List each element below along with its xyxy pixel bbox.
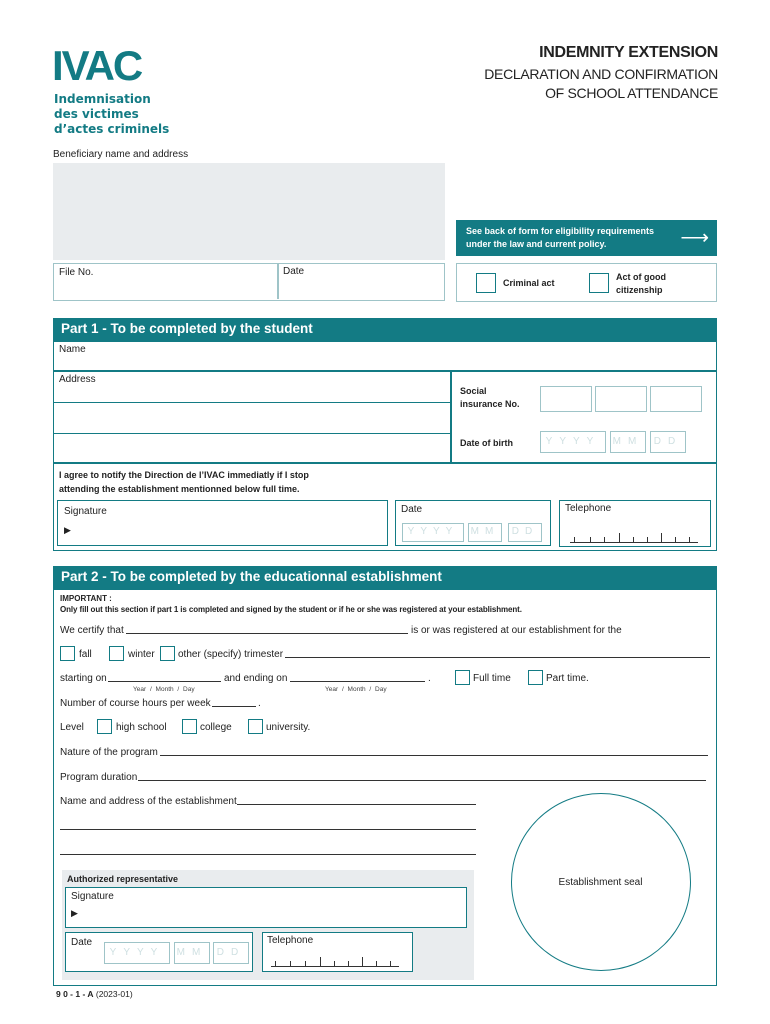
file-date-input[interactable] <box>280 276 442 298</box>
college-label: college <box>200 722 232 733</box>
part-time-label: Part time. <box>546 673 589 684</box>
university-label: university. <box>266 722 311 733</box>
org-line-3: d’actes criminels <box>54 122 170 136</box>
org-name <box>54 92 169 137</box>
certify-end: is or was registered at our establishment for the <box>411 625 622 636</box>
phone-digit-tick <box>689 537 690 542</box>
rep-date-field[interactable] <box>65 932 253 972</box>
phone-digit-tick <box>320 957 321 966</box>
address-divider-2 <box>53 433 451 434</box>
part1-heading: Part 1 - To be completed by the student <box>53 318 717 342</box>
phone-digit-tick <box>362 957 363 966</box>
ivac-logo <box>52 44 152 84</box>
beneficiary-label: Beneficiary name and address <box>53 149 189 160</box>
end-date-hint: Year / Month / Day <box>325 686 387 693</box>
form-code-number: 9 0 - 1 - A <box>56 989 94 999</box>
rep-sign-arrow-icon: ▶ <box>71 908 78 918</box>
name-separator <box>53 370 717 372</box>
other-trimester-label: other (specify) trimester <box>178 649 284 660</box>
course-hours-period: . <box>258 698 261 709</box>
course-hours-line[interactable] <box>212 706 256 707</box>
sin-separator <box>53 462 717 464</box>
important-label: IMPORTANT : <box>60 594 112 603</box>
phone-digit-tick <box>376 961 377 966</box>
file-no-label: File No. <box>59 267 94 278</box>
university-checkbox[interactable] <box>248 719 263 734</box>
form-title: INDEMNITY EXTENSION <box>539 44 718 61</box>
high-school-label: high school <box>116 722 167 733</box>
file-date-divider <box>277 264 279 299</box>
certify-start: We certify that <box>60 625 124 636</box>
student-signature-field[interactable] <box>57 500 388 546</box>
phone-digit-tick <box>334 961 335 966</box>
beneficiary-address-field[interactable] <box>53 163 445 260</box>
form-code-date: (2023-01) <box>95 989 133 999</box>
good-citizenship-label-2: citizenship <box>616 285 663 295</box>
student-signature-label: Signature <box>64 506 107 517</box>
program-duration-line[interactable] <box>138 780 706 781</box>
dob-input[interactable] <box>540 431 686 453</box>
college-checkbox[interactable] <box>182 719 197 734</box>
rep-telephone-field[interactable] <box>262 932 413 972</box>
start-date-line[interactable] <box>108 681 221 682</box>
winter-checkbox[interactable] <box>109 646 124 661</box>
high-school-checkbox[interactable] <box>97 719 112 734</box>
criminal-act-label: Criminal act <box>503 278 555 288</box>
fall-label: fall <box>79 649 92 660</box>
program-nature-line[interactable] <box>160 755 708 756</box>
starting-on-label: starting on <box>60 673 107 684</box>
logo-text: IVAC <box>52 44 142 84</box>
student-name-line[interactable] <box>126 633 408 634</box>
establishment-line-2[interactable] <box>60 829 476 830</box>
address-sin-divider <box>450 371 452 462</box>
sin-input[interactable] <box>540 386 703 413</box>
establishment-seal-area[interactable] <box>511 793 691 971</box>
sin-label-2: insurance No. <box>460 399 520 409</box>
phone-digit-tick <box>348 961 349 966</box>
rep-signature-label: Signature <box>71 891 114 902</box>
phone-digit-tick <box>290 961 291 966</box>
rep-date-label: Date <box>71 937 93 948</box>
phone-digit-tick <box>305 961 306 966</box>
phone-digit-tick <box>647 537 648 542</box>
org-line-1: Indemnisation <box>54 92 151 106</box>
part-time-checkbox[interactable] <box>528 670 543 685</box>
rep-date-year: YYYY <box>104 942 170 964</box>
sin-label-1: Social <box>460 386 487 396</box>
phone-digit-tick <box>574 537 575 542</box>
establishment-line-3[interactable] <box>60 854 476 855</box>
address-divider-1 <box>53 402 451 403</box>
phone-digit-tick <box>604 537 605 542</box>
fall-checkbox[interactable] <box>60 646 75 661</box>
rep-signature-field[interactable] <box>65 887 467 928</box>
program-duration-label: Program duration <box>60 772 138 783</box>
dob-month: MM <box>610 431 646 453</box>
part2-heading: Part 2 - To be completed by the educationnal establishment <box>53 566 717 590</box>
sin-group-2 <box>595 386 647 412</box>
authorized-rep-label: Authorized representative <box>67 874 179 884</box>
agreement-line-1: I agree to notify the Direction de l’IVAC immediatly if I stop <box>59 470 309 480</box>
student-date-month: MM <box>468 523 502 542</box>
agreement-line-2: attending the establishment mentionned below full time. <box>59 484 300 494</box>
start-date-hint: Year / Month / Day <box>133 686 195 693</box>
good-citizenship-label <box>616 271 666 297</box>
notice-line-2: under the law and current policy. <box>466 239 607 249</box>
student-date-label: Date <box>401 504 423 515</box>
rep-date-day: DD <box>213 942 249 964</box>
other-trimester-checkbox[interactable] <box>160 646 175 661</box>
student-telephone-label: Telephone <box>565 503 612 514</box>
winter-label: winter <box>128 649 155 660</box>
establishment-seal-label: Establishment seal <box>558 877 643 888</box>
file-no-input[interactable] <box>56 276 272 298</box>
important-text: Only fill out this section if part 1 is completed and signed by the student or if he or she was registered at your establishment. <box>60 605 522 614</box>
name-label: Name <box>59 344 86 355</box>
criminal-act-checkbox[interactable] <box>476 273 496 293</box>
org-line-2: des victimes <box>54 107 139 121</box>
phone-digit-tick <box>590 537 591 542</box>
agreement-text <box>59 468 309 496</box>
other-trimester-line[interactable] <box>285 657 710 658</box>
end-date-line[interactable] <box>290 681 425 682</box>
phone-digit-tick <box>675 537 676 542</box>
ending-on-label: and ending on <box>224 673 288 684</box>
full-time-checkbox[interactable] <box>455 670 470 685</box>
form-subtitle-1: DECLARATION AND CONFIRMATION <box>484 66 718 82</box>
student-date-field[interactable] <box>395 500 551 546</box>
arrow-right-icon: ⟶ <box>680 227 709 249</box>
phone-digit-tick <box>390 961 391 966</box>
ivac-logo-mark <box>52 44 152 84</box>
good-citizenship-checkbox[interactable] <box>589 273 609 293</box>
rep-phone-baseline <box>271 966 399 967</box>
end-date-period: . <box>428 673 431 684</box>
address-line-1[interactable] <box>54 386 450 402</box>
establishment-label: Name and address of the establishment <box>60 796 237 807</box>
rep-date-month: MM <box>174 942 210 964</box>
phone-digit-tick <box>661 533 662 542</box>
address-line-3[interactable] <box>54 435 450 461</box>
course-hours-label: Number of course hours per week <box>60 698 211 709</box>
phone-digit-tick <box>633 537 634 542</box>
phone-digit-tick <box>275 961 276 966</box>
eligibility-notice <box>456 220 717 256</box>
phone-digit-tick <box>619 533 620 542</box>
notice-line-1: See back of form for eligibility requirements <box>466 226 655 236</box>
student-telephone-field[interactable] <box>559 500 711 547</box>
program-nature-label: Nature of the program <box>60 747 158 758</box>
student-date-year: YYYY <box>402 523 464 542</box>
dob-label: Date of birth <box>460 438 513 448</box>
sin-group-1 <box>540 386 592 412</box>
sin-label <box>460 385 520 411</box>
student-date-day: DD <box>508 523 542 542</box>
dob-day: DD <box>650 431 686 453</box>
sin-group-3 <box>650 386 702 412</box>
good-citizenship-label-1: Act of good <box>616 272 666 282</box>
dob-year: YYYY <box>540 431 606 453</box>
form-subtitle-2: OF SCHOOL ATTENDANCE <box>545 85 718 101</box>
establishment-line-1[interactable] <box>237 804 476 805</box>
file-date-label: Date <box>283 266 305 277</box>
address-line-2[interactable] <box>54 404 450 432</box>
address-label: Address <box>59 374 96 385</box>
phone-baseline <box>570 542 698 543</box>
rep-telephone-label: Telephone <box>267 935 314 946</box>
name-input[interactable] <box>54 356 716 370</box>
full-time-label: Full time <box>473 673 511 684</box>
sign-arrow-icon: ▶ <box>64 525 71 535</box>
form-code <box>56 989 133 999</box>
level-label: Level <box>60 722 84 733</box>
